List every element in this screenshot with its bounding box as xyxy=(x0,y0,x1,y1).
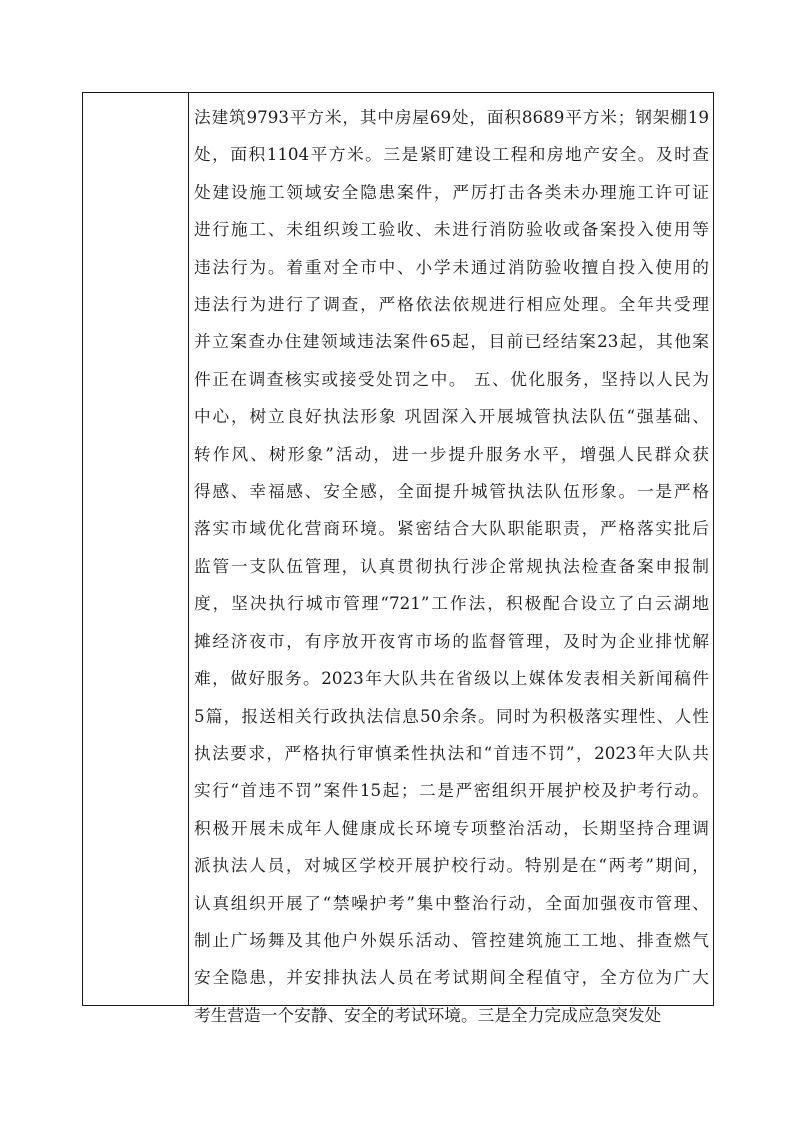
text-line: 考生营造一个安静、安全的考试环境。三是全力完成应急突发处 xyxy=(194,1004,662,1025)
column-divider xyxy=(188,93,189,1005)
report-table xyxy=(82,92,714,1025)
text-line: 5篇，报送相关行政执法信息50余条。同时为积极落实理性、人性 xyxy=(194,705,709,726)
text-line: 执法要求，严格执行审慎柔性执法和“首违不罚”，2023年大队共 xyxy=(194,742,709,763)
text-line: 监管一支队伍管理，认真贯彻执行涉企常规执法检查备案申报制 xyxy=(194,555,709,576)
text-line: 认真组织开展了“禁噪护考”集中整治行动，全面加强夜市管理、 xyxy=(194,892,709,913)
text-line: 安全隐患，并安排执法人员在考试期间全程值守，全方位为广大 xyxy=(194,967,709,988)
text-line: 落实市域优化营商环境。紧密结合大队职能职责，严格落实批后 xyxy=(194,518,709,539)
text-line: 处建设施工领域安全隐患案件，严厉打击各类未办理施工许可证 xyxy=(194,181,709,202)
content-cell xyxy=(194,99,709,1034)
text-line: 进行施工、未组织竣工验收、未进行消防验收或备案投入使用等 xyxy=(194,219,709,240)
text-line: 度，坚决执行城市管理“721”工作法，积极配合设立了白云湖地 xyxy=(194,593,709,614)
text-line: 中心，树立良好执法形象 巩固深入开展城管执法队伍“强基础、 xyxy=(194,406,709,427)
text-line: 制止广场舞及其他户外娱乐活动、管控建筑施工工地、排查燃气 xyxy=(194,929,709,950)
text-line: 得感、幸福感、安全感，全面提升城管执法队伍形象。一是严格 xyxy=(194,481,709,502)
text-line: 法建筑9793平方米，其中房屋69处，面积8689平方米；钢架棚19 xyxy=(194,107,709,127)
text-line: 难，做好服务。2023年大队共在省级以上媒体发表相关新闻稿件 xyxy=(194,668,709,689)
text-line: 违法行为。着重对全市中、小学未通过消防验收擅自投入使用的 xyxy=(194,256,709,277)
text-line: 实行“首违不罚”案件15起；二是严密组织开展护校及护考行动。 xyxy=(194,780,709,801)
text-line: 转作风、树形象”活动，进一步提升服务水平，增强人民群众获 xyxy=(194,443,709,464)
text-line: 处，面积1104平方米。三是紧盯建设工程和房地产安全。及时查 xyxy=(194,144,709,165)
text-line: 积极开展未成年人健康成长环境专项整治活动，长期坚持合理调 xyxy=(194,817,709,838)
text-line: 摊经济夜市，有序放开夜宵市场的监督管理，及时为企业排忧解 xyxy=(194,630,709,651)
text-line: 件正在调查核实或接受处罚之中。 五、优化服务，坚持以人民为 xyxy=(194,368,709,389)
text-line: 并立案查办住建领域违法案件65起，目前已经结案23起，其他案 xyxy=(194,331,709,352)
text-line: 违法行为进行了调查，严格依法依规进行相应处理。全年共受理 xyxy=(194,294,709,315)
text-line: 派执法人员，对城区学校开展护校行动。特别是在“两考”期间， xyxy=(194,855,709,876)
